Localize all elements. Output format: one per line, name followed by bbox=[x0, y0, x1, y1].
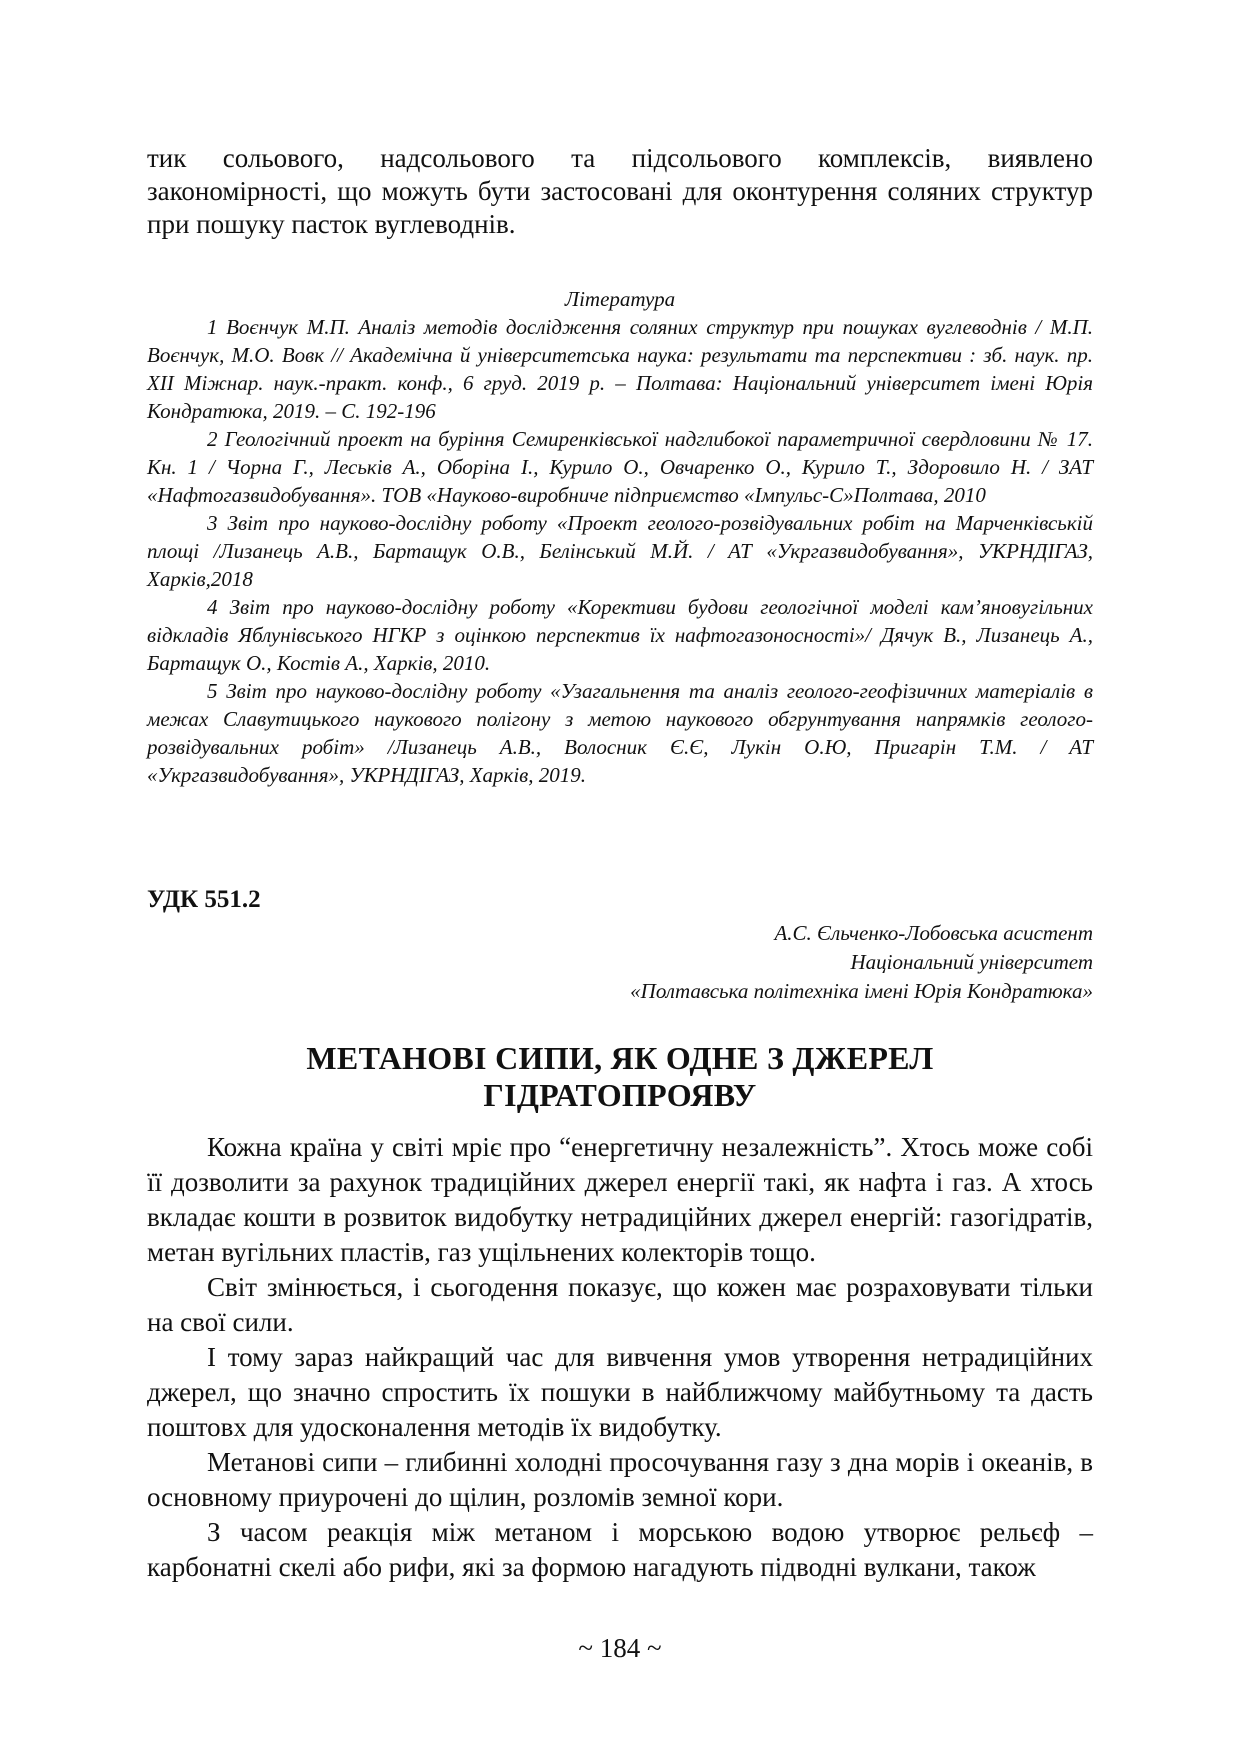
literature-heading: Література bbox=[564, 287, 676, 311]
author-affiliation: Національний університет bbox=[850, 950, 1093, 974]
reference-item: 1 Воєнчук М.П. Аналіз методів дослідження соляних структур при пошуках вуглеводнів / М.П. Воєнчук, М.О. Вовк // Академічна й університетська наука: результати та перспективи : зб. наук. пр. XII Міжнар. наук.-практ. конф., 6 груд. 2019 р. – Полтава: Національний університет імені Юрія Кондратюка, 2019. – С. 192-196 bbox=[147, 315, 1093, 423]
intro-block bbox=[147, 142, 1093, 241]
body-paragraph: Кожна країна у світі мріє про “енергетичну незалежність”. Хтось може собі її дозволити за рахунок традиційних джерел енергії такі, як нафта і газ. А хтось вкладає кошти в розвиток видобутку нетрадиційних джерел енергій: газогідратів, метан вугільних пластів, газ ущільнених колекторів тощо. bbox=[147, 1132, 1093, 1267]
article-body bbox=[147, 1130, 1093, 1585]
document-page bbox=[147, 142, 1093, 1585]
author-block bbox=[147, 919, 1093, 1006]
body-paragraph: Метанові сипи – глибинні холодні просочування газу з дна морів і океанів, в основному приурочені до щілин, розломів земної кори. bbox=[147, 1447, 1093, 1512]
author-name: А.С. Єльченко-Лобовська асистент bbox=[774, 921, 1093, 945]
author-affiliation-2: «Полтавська політехніка імені Юрія Кондратюка» bbox=[630, 979, 1093, 1003]
article-title bbox=[147, 1040, 1093, 1114]
body-paragraph: І тому зараз найкращий час для вивчення умов утворення нетрадиційних джерел, що значно спростить їх пошуки в найближчому майбутньому та дасть поштовх для удосконалення методів їх видобутку. bbox=[147, 1342, 1093, 1442]
body-paragraph: Світ змінюється, і сьогодення показує, що кожен має розраховувати тільки на свої сили. bbox=[147, 1272, 1093, 1337]
article-title-line-1: МЕТАНОВІ СИПИ, ЯК ОДНЕ З ДЖЕРЕЛ bbox=[306, 1040, 934, 1076]
reference-item: 4 Звіт про науково-дослідну роботу «Корективи будови геологічної моделі кам’яновугільних відкладів Яблунівського НГКР з оцінкою перспектив їх нафтогазоносності»/ Дячук В., Лизанець А., Бартащук О., Костів А., Харків, 2010. bbox=[147, 595, 1093, 675]
reference-item: 2 Геологічний проект на буріння Семиренківської надглибокої параметричної свердловини № 17. Кн. 1 / Чорна Г., Леськів А., Оборіна І., Курило О., Овчаренко О., Курило Т., Здоровило Н. / ЗАТ «Нафтогазвидобування». ТОВ «Науково-виробниче підприємство «Імпульс-С»Полтава, 2010 bbox=[147, 427, 1093, 507]
intro-paragraph: тик сольового, надсольового та підсольового комплексів, виявлено закономірності, що можуть бути застосовані для оконтурення соляних структур при пошуку пасток вуглеводнів. bbox=[147, 143, 1093, 239]
reference-item: 5 Звіт про науково-дослідну роботу «Узагальнення та аналіз геолого-геофізичних матеріалів в межах Славутицького наукового полігону з метою наукового обгрунтування напрямків геолого-розвідувальних робіт» /Лизанець А.В., Волосник Є.Є, Лукін О.Ю, Пригарін Т.М. / АТ «Укргазвидобування», УКРНДІГАЗ, Харків, 2019. bbox=[147, 679, 1093, 787]
article-title-line-2: ГІДРАТОПРОЯВУ bbox=[483, 1077, 757, 1113]
references-list bbox=[147, 313, 1093, 789]
udk-code: УДК 551.2 bbox=[147, 886, 261, 913]
reference-item: 3 Звіт про науково-дослідну роботу «Проект геолого-розвідувальних робіт на Марченківській площі /Лизанець А.В., Бартащук О.В., Белінський М.Й. / АТ «Укргазвидобування», УКРНДІГАЗ, Харків,2018 bbox=[147, 511, 1093, 591]
page-number: ~ 184 ~ bbox=[578, 1633, 662, 1663]
body-paragraph: З часом реакція між метаном і морською водою утворює рельєф – карбонатні скелі або рифи, які за формою нагадують підводні вулкани, також bbox=[147, 1517, 1093, 1582]
